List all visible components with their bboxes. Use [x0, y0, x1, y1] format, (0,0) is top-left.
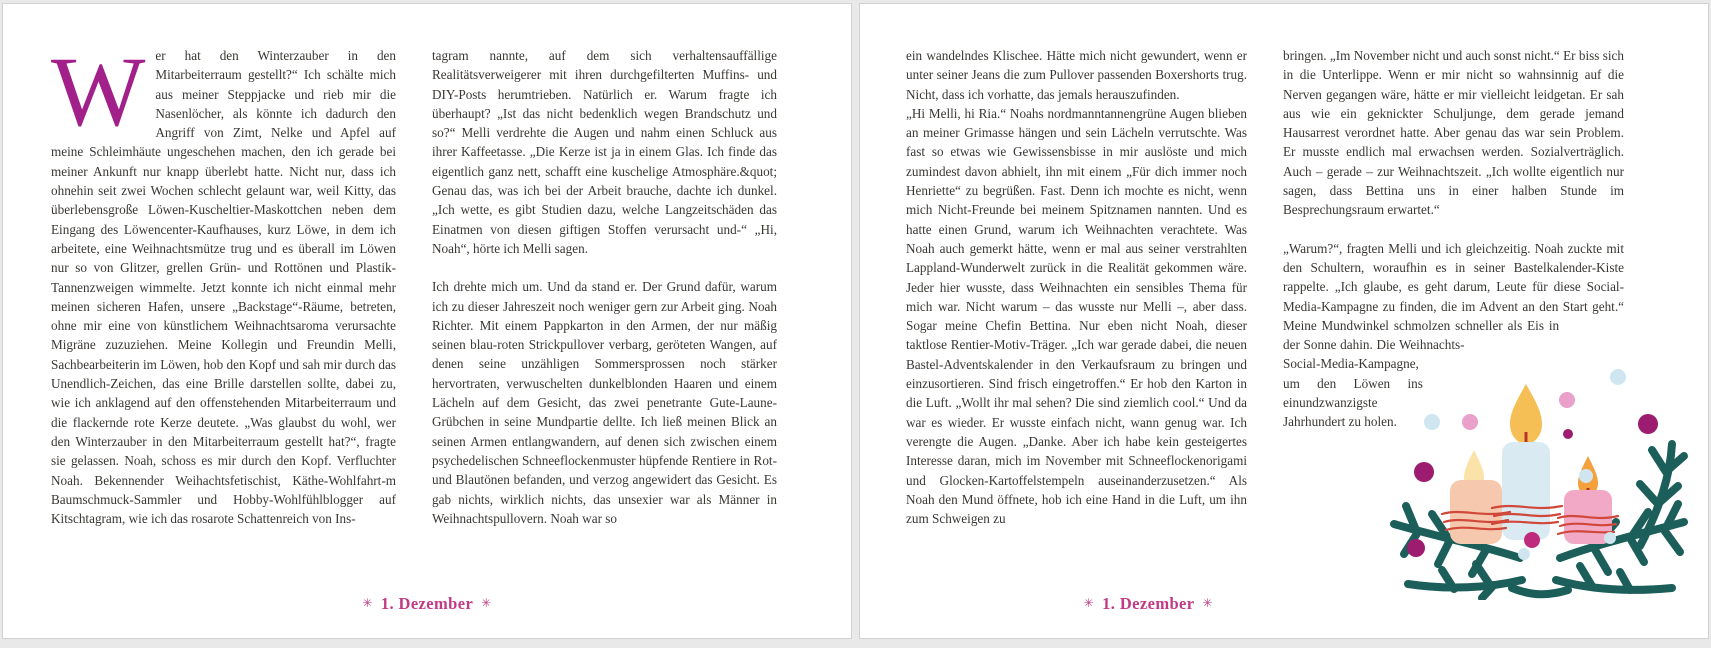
snowflake-asterisk-icon: ✳ — [481, 596, 492, 610]
drop-cap: W — [51, 46, 146, 147]
paragraph: tagram nannte, auf dem sich verhaltensauffällige Realitätsverweigerer mit ihren durchgefilterten Muffins- und DIY-Posts herumtrieben. Natürlich er. Warum fragte ich überhaupt? „Ist das nicht bedenklich wegen Brandschutz und so?“ Melli verdrehte die Augen und nahm einen Schluck aus ihrer Kaffeetasse. „Die Kerze ist ja in einem Glas. Ich finde das eigentlich ganz nett, schafft eine kuschelige Atmosphäre.&quot; Genau das, was ich bei der Arbeit brauche, dachte ich dunkel.„Ich wette, es gibt Studien dazu, welche Langzeitschäden das Einatmen von diesen giftigen Stoffen verursacht und-“ „Hi, Noah“, hörte ich Melli sagen. — [432, 48, 777, 256]
footer-right — [1076, 594, 1221, 614]
snowflake-asterisk-icon: ✳ — [1202, 596, 1213, 610]
paragraph: Ich drehte mich um. Und da stand er. Der Grund dafür, warum ich zu dieser Jahreszeit noch weniger gern zur Arbeit ging. Noah Richter. Mit einem Pappkarton in den Armen, der nur mäßig seinen blau-roten Strickpullover verbarg, geröteten Wangen, auf denen seine unzähligen Sommersprossen noch stärker hervortraten, verwuschelten dunkelblonden Haaren und einem Lächeln auf dem Gesicht, das zwei penetrante Gute-Laune-Grübchen in seine Mundpartie dellte. Ich ließ meinen Blick an seinen Armen entlangwandern, auf denen sich zwischen einem psychedelischen Schneeflockenmuster hüpfende Rentiere in Rot- und Blautönen befanden, und verzog angewidert das Gesicht. Es gab nichts, wirklich nichts, das unsexier war als Männer in Weihnachtspullovern. Noah war so — [432, 279, 777, 526]
paragraph: „Hi Melli, hi Ria.“ Noahs nordmanntannengrüne Augen blieben an meiner Grimasse hängen und sein Lächeln verrutschte. Was fast so etwas wie Gewissensbisse in mir auslöste und mich zumindest davon abhielt, ihn mit einem „Für dich immer noch Henriette“ zu begrüßen. Fast. Denn ich mochte es nicht, wenn mich Nicht-Freunde bei meinem Spitznamen nannten. Und es hatte einen Grund, warum ich Weihnachten verachtete. Was Noah auch gemerkt hätte, wenn er mal aus seiner verstrahlten Lappland-Wunderwelt zurück in die Realität gekommen wäre. Jeder hier wusste, dass Weihnachten ein sensibles Thema für mich war. Nicht warum – das wusste nur Melli –, aber dass. Sogar meine Chefin Bettina. Nur eben nicht Noah, dieser taktlose Rentier-Motiv-Träger. „Ich war gerade dabei, die neuen Bastel-Adventskalender in den Verkaufsraum zu bringen und einzusortieren. Sind frisch eingetroffen.“ Er hob den Karton in die Luft. „Wollt ihr mal sehen? Die sind ziemlich cool.“ Und da war es wieder. Er wusste einfach nicht, wann genug war. Ich verengte die Augen. „Danke. Aber ich habe kein gesteigertes Interesse daran, mich im November mit Schneeflockenorigami und Glocken-Kartoffelstempeln auseinanderzusetzen.“ Als Noah den Mund öffnete, hob ich eine Hand in die Luft, um ihn zum Schweigen zu — [906, 105, 1247, 527]
left-page-column-2 — [432, 46, 777, 572]
page-right — [859, 3, 1709, 639]
snowflake-asterisk-icon: ✳ — [1083, 596, 1095, 610]
paragraph: bringen. „Im November nicht und auch sonst nicht.“ Er biss sich in die Unterlippe. Wenn er mir nicht so wahnsinnig auf die Nerven gegangen wäre, hätte er mir vielleicht leidgetan. Er sah aus wie ein geknickter Schuljunge, dem gerade jemand Hausarrest verordnet hatte. Aber genau das war sein Problem. Er musste endlich mal erwachsen werden. Sozialverträglich. Auch – gerade – zur Weihnachtszeit. „Ich wollte eigentlich nur sagen, dass Bettina uns in einer halben Stunde im Besprechungsraum erwartet.“ — [1283, 48, 1624, 218]
left-page-column-1 — [51, 46, 396, 572]
snowflake-asterisk-icon: ✳ — [362, 596, 373, 610]
paragraph: „Warum?“, fragten Melli und ich gleichzeitig. Noah zuckte mit den Schultern, woraufhin es in seiner Bastelkalender-Kiste rappelte. „Ich glaube, es geht darum, Leute für diese Social-Media-Kampagne zu finden, die im Advent an den Start geht.“ Meine Mundwinkel schmolzen schneller als Eis in der Sonne dahin. Die Weihnachts-Social-Media-Kampagne, um den Löwen ins einundzwanzigste Jahrhundert zu holen. — [1283, 240, 1624, 430]
footer-label: 1. Dezember — [380, 594, 474, 613]
right-page-column-1 — [906, 46, 1247, 572]
paragraph: er hat den Winterzauber in den Mitarbeiterraum gestellt?“ Ich schälte mich aus meiner Steppjacke und rieb mir die Nasenlöcher, als könnte ich dadurch den Angriff von Zimt, Nelke und Apfel auf meine Schleimhäute ungeschehen machen, den ich gerade bei meiner Ankunft nur knapp überlebt hatte. Nicht nur, dass ich ohnehin seit zwei Wochen schlecht gelaunt war, weil Kitty, das überlebensgroße Löwen-Kuscheltier-Maskottchen neben dem Eingang des Löwencenter-Kaufhauses, kurz Löwe, in dem ich arbeitete, eine Weihnachtsmütze trug und es überall im Löwen nur so von Glitzer, grellen Grün- und Rottönen und Plastik-Tannenzweigen wimmelte. Jetzt konnte ich nicht einmal mehr meinen sicheren Hafen, unsere „Backstage“-Räume, betreten, ohne mir eine von künstlichem Weihnachtsaroma verursachte Migräne zuzuziehen. Meine Kollegin und Freundin Melli, Sachbearbeiterin im Löwen, hob den Kopf und sah mir durch das Unendlich-Zeichen, das eine Brille darstellen sollte, dabei zu, wie ich anklagend auf den offenstehenden Mitarbeiterraum und die flackernde rote Kerze deutete. „Was glaubst du wohl, wer den Winterzauber in den Mitarbeiterraum gestellt hat?“, fragte sie gelassen. Noah, schoss es mir durch den Kopf. Verfluchter Noah. Bekennender Weihachtsfetischist, Käthe-Wohlfahrt-m Baumschmuck-Sammler und Hobby-Wohlfühlblogger auf Kitschtagram, wie ich das rosarote Schattenreich von Ins- — [51, 48, 396, 527]
page-left-text-block — [3, 4, 851, 572]
advent-candles-illustration — [1372, 332, 1704, 600]
footer-label: 1. Dezember — [1102, 594, 1195, 613]
paragraph: ein wandelndes Klischee. Hätte mich nicht gewundert, wenn er unter seiner Jeans die zum Pullover passenden Boxershorts trug. Nicht, dass ich vorhatte, das jemals herauszufinden. — [906, 48, 1247, 102]
page-left — [2, 3, 852, 639]
confetti-dots-deeppink — [1524, 532, 1540, 548]
footer-left — [354, 594, 499, 614]
